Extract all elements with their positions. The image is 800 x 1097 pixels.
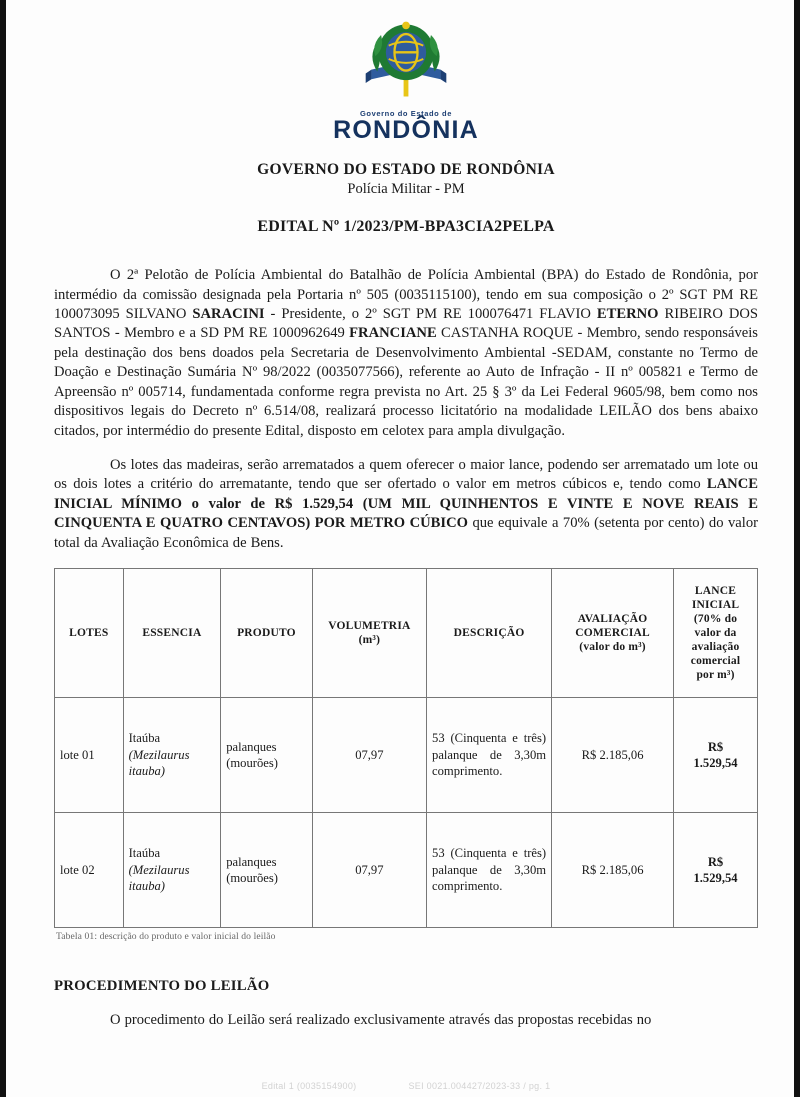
footer-doc-ref: Edital 1 (0035154900): [261, 1081, 357, 1091]
cell-descricao: 53 (Cinquenta e três) palanque de 3,30m comprimento.: [427, 812, 552, 927]
table-header-row: [55, 568, 758, 697]
p2-bold-lance-minimo: LANCE INICIAL MÍNIMO o valor de R$ 1.529,54 (UM MIL QUINHENTOS E VINTE E NOVE REAIS E CINQUENTA E QUATRO CENTAVOS) POR METRO CÚBICO: [54, 476, 758, 532]
lance-currency: R$: [707, 739, 724, 754]
col-header-volumetria-line1: VOLUMETRIA: [328, 619, 411, 632]
footer-sei-ref: SEI 0021.004427/2023-33 / pg. 1: [408, 1081, 551, 1091]
cell-lote: lote 02: [55, 812, 124, 927]
paragraph-composition: [54, 266, 758, 441]
section-heading-procedimento: PROCEDIMENTO DO LEILÃO: [54, 977, 270, 994]
essencia-scientific-name: (Mezilaurus itauba): [128, 747, 190, 779]
p1-bold-eterno: ETERNO: [596, 306, 659, 323]
cell-lote: lote 01: [55, 697, 124, 812]
lotes-table-zone: [12, 568, 800, 942]
table-row: [55, 812, 758, 927]
col-header-lotes: LOTES: [55, 568, 124, 697]
p1-bold-saracini: SARACINI: [192, 306, 265, 323]
p1-seg3: RIBEIRO DOS SANTOS - Membro e a SD PM RE 1000962649: [54, 306, 759, 342]
p2-seg2: que equivale a 70% (setenta por cento) do valor total da Avaliação Econômica de Bens.: [54, 515, 758, 551]
col-header-avaliacao-line3: (valor do m³): [579, 640, 646, 653]
cell-lance-inicial: [674, 812, 758, 927]
essencia-common-name: Itaúba: [128, 731, 161, 746]
cell-volumetria: 07,97: [312, 697, 426, 812]
cell-essencia: [123, 812, 221, 927]
lance-amount: 1.529,54: [693, 755, 738, 770]
essencia-scientific-name: (Mezilaurus itauba): [128, 862, 190, 894]
p2-seg1: Os lotes das madeiras, serão arrematados a quem oferecer o maior lance, podendo ser arrematado um lote ou os dois lotes a critério do arrematante, tendo que ser ofertado o valor em metros cúbicos e, tendo como: [54, 456, 758, 493]
cell-avaliacao: R$ 2.185,06: [552, 697, 674, 812]
col-header-lance-line7: por m³): [696, 668, 735, 681]
col-header-lance-line4: valor da: [694, 626, 737, 639]
organization-name: GOVERNO DO ESTADO DE RONDÔNIA: [257, 161, 555, 179]
cell-lance-inicial: [674, 697, 758, 812]
section-body-procedimento: [12, 1011, 800, 1030]
col-header-lance-line5: avaliação: [691, 640, 740, 653]
col-header-avaliacao-line2: COMERCIAL: [575, 626, 650, 639]
letterhead-logo: [12, 0, 800, 143]
brasao-rondonia-icon: [358, 12, 454, 108]
cell-avaliacao: R$ 2.185,06: [552, 812, 674, 927]
cell-produto: palanques (mourões): [221, 812, 313, 927]
page-footer: [12, 1081, 800, 1091]
cell-volumetria: 07,97: [312, 812, 426, 927]
page-content: [12, 0, 800, 1097]
document-body: [12, 266, 800, 553]
lance-currency: R$: [707, 854, 724, 869]
col-header-lance-line6: comercial: [690, 654, 741, 667]
logo-state-name: RONDÔNIA: [333, 116, 479, 144]
col-header-lance-line1: LANCE: [694, 584, 737, 597]
p1-seg1: O 2ª Pelotão de Polícia Ambiental do Batalhão de Polícia Ambiental (BPA) do Estado de Rondônia, por intermédio da comissão designada pela Portaria nº 505 (0035115100), tendo em sua composição o 2º SGT PM RE 100073095 SILVANO: [54, 267, 758, 323]
organization-subdivision: Polícia Militar - PM: [347, 181, 465, 198]
col-header-produto: PRODUTO: [221, 568, 313, 697]
col-header-volumetria: [312, 568, 426, 697]
table-row: [55, 697, 758, 812]
cell-produto: palanques (mourões): [221, 697, 313, 812]
col-header-descricao: DESCRIÇÃO: [427, 568, 552, 697]
lance-amount: 1.529,54: [693, 870, 738, 885]
paragraph-lance-inicial: [54, 456, 758, 553]
document-header: [12, 161, 800, 198]
col-header-avaliacao-line1: AVALIAÇÃO: [577, 612, 648, 625]
col-header-lance-line2: INICIAL: [691, 598, 740, 611]
p1-seg2: - Presidente, o 2º SGT PM RE 100076471 FLAVIO: [264, 306, 597, 323]
page-title: EDITAL Nº 1/2023/PM-BPA3CIA2PELPA: [257, 218, 555, 236]
col-header-avaliacao: [552, 568, 674, 697]
table-caption: Tabela 01: descrição do produto e valor inicial do leilão: [56, 930, 276, 942]
col-header-volumetria-line2: (m³): [358, 633, 381, 646]
lotes-table: [54, 568, 758, 928]
p1-seg4: CASTANHA ROQUE - Membro, sendo responsáveis pela destinação dos bens doados pela Secretaria de Desenvolvimento Ambiental -SEDAM, constante no Termo de Doação e Destinação Sumária Nº 98/2022 (0035077566), referente ao Auto de Infração - II nº 005821 e Termo de Apreensão nº 005714, fundamentada conforme regra prevista no Art. 25 § 3º da Lei Federal 9605/98, bem como nos dispositivos legais do Decreto nº 6.514/08, realizará processo licitatório na modalidade LEILÃO dos bens abaixo citados, por intermédio do presente Edital, disposto em celotex para ampla divulgação.: [54, 325, 758, 439]
cell-essencia: [123, 697, 221, 812]
paragraph-procedimento: O procedimento do Leilão será realizado exclusivamente através das propostas recebidas no: [110, 1011, 652, 1028]
logo-gov-line: Governo do Estado de: [359, 109, 452, 118]
p1-bold-franciane: FRANCIANE: [349, 325, 437, 342]
essencia-common-name: Itaúba: [128, 846, 161, 861]
col-header-lance-line3: (70% do: [693, 612, 738, 625]
col-header-lance-inicial: [674, 568, 758, 697]
cell-descricao: 53 (Cinquenta e três) palanque de 3,30m comprimento.: [427, 697, 552, 812]
col-header-essencia: ESSENCIA: [123, 568, 221, 697]
